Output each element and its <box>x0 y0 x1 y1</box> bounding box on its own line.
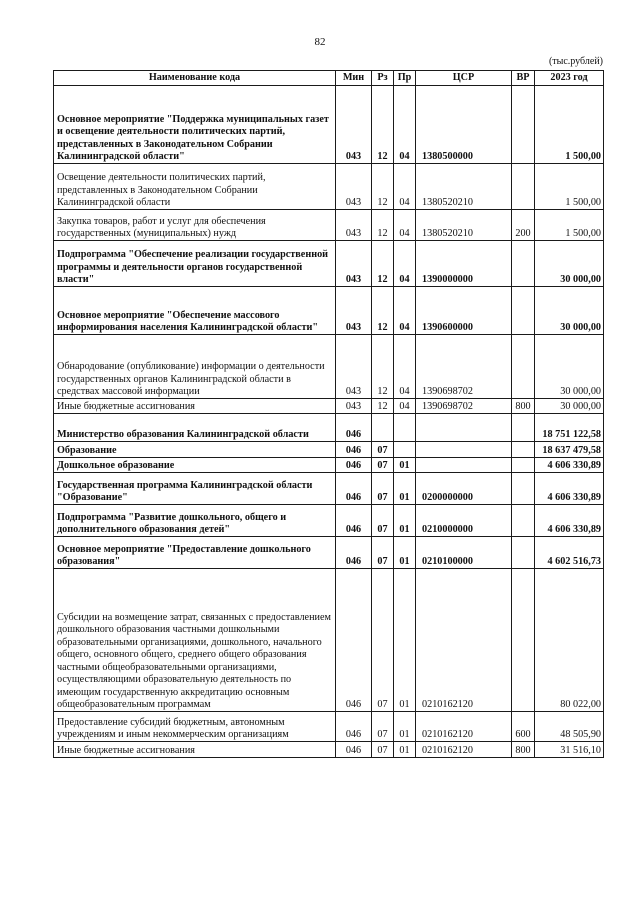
cell-amount: 48 505,90 <box>535 712 604 742</box>
table-row <box>54 399 604 414</box>
header-rz: Рз <box>372 71 394 86</box>
cell-vr <box>512 335 535 399</box>
cell-pr: 01 <box>394 473 416 505</box>
page-number: 82 <box>314 36 326 48</box>
cell-csr: 0210162120 <box>416 742 512 758</box>
cell-name: Основное мероприятие "Поддержка муниципальных газет и освещение деятельности политических партий, представленных в Законодательном Собрании Калининградской области" <box>54 86 336 164</box>
cell-amount: 4 606 330,89 <box>535 458 604 473</box>
cell-min: 046 <box>336 537 372 569</box>
header-csr: ЦСР <box>416 71 512 86</box>
cell-rz: 07 <box>372 442 394 458</box>
cell-min: 043 <box>336 399 372 414</box>
cell-name: Государственная программа Калининградской области "Образование" <box>54 473 336 505</box>
cell-min: 046 <box>336 442 372 458</box>
table-row <box>54 442 604 458</box>
cell-csr: 1380520210 <box>416 210 512 241</box>
cell-csr: 0200000000 <box>416 473 512 505</box>
cell-pr: 04 <box>394 399 416 414</box>
cell-vr <box>512 86 535 164</box>
cell-name: Закупка товаров, работ и услуг для обеспечения государственных (муниципальных) нужд <box>54 210 336 241</box>
cell-rz: 07 <box>372 505 394 537</box>
cell-pr <box>394 414 416 442</box>
cell-rz: 12 <box>372 210 394 241</box>
cell-min: 046 <box>336 569 372 712</box>
header-pr: Пр <box>394 71 416 86</box>
cell-amount: 18 637 479,58 <box>535 442 604 458</box>
cell-vr <box>512 241 535 287</box>
cell-vr <box>512 569 535 712</box>
cell-rz: 07 <box>372 569 394 712</box>
cell-csr: 1390600000 <box>416 287 512 335</box>
cell-pr: 04 <box>394 86 416 164</box>
cell-name: Предоставление субсидий бюджетным, автономным учреждениям и иным некоммерческим организациям <box>54 712 336 742</box>
cell-vr <box>512 164 535 210</box>
cell-pr: 04 <box>394 241 416 287</box>
cell-rz: 07 <box>372 712 394 742</box>
cell-amount: 4 602 516,73 <box>535 537 604 569</box>
cell-name: Подпрограмма "Обеспечение реализации государственной программы и деятельности органов государственной власти" <box>54 241 336 287</box>
cell-name: Основное мероприятие "Предоставление дошкольного образования" <box>54 537 336 569</box>
table-row <box>54 505 604 537</box>
cell-csr: 1380520210 <box>416 164 512 210</box>
cell-rz: 07 <box>372 742 394 758</box>
table-row <box>54 712 604 742</box>
cell-min: 046 <box>336 414 372 442</box>
cell-pr: 01 <box>394 712 416 742</box>
cell-min: 046 <box>336 473 372 505</box>
cell-vr <box>512 458 535 473</box>
cell-pr <box>394 442 416 458</box>
cell-min: 043 <box>336 287 372 335</box>
cell-vr <box>512 442 535 458</box>
cell-min: 043 <box>336 164 372 210</box>
cell-amount: 30 000,00 <box>535 399 604 414</box>
cell-vr <box>512 473 535 505</box>
cell-name: Иные бюджетные ассигнования <box>54 742 336 758</box>
cell-csr <box>416 458 512 473</box>
cell-pr: 01 <box>394 742 416 758</box>
cell-min: 046 <box>336 458 372 473</box>
table-row <box>54 473 604 505</box>
cell-name: Дошкольное образование <box>54 458 336 473</box>
header-vr: ВР <box>512 71 535 86</box>
cell-rz: 07 <box>372 473 394 505</box>
header-name: Наименование кода <box>54 71 336 86</box>
cell-amount: 1 500,00 <box>535 164 604 210</box>
header-year: 2023 год <box>535 71 604 86</box>
table-row <box>54 335 604 399</box>
cell-vr <box>512 505 535 537</box>
table-header-row <box>54 71 604 86</box>
cell-csr: 1380500000 <box>416 86 512 164</box>
cell-csr: 0210000000 <box>416 505 512 537</box>
cell-amount: 4 606 330,89 <box>535 505 604 537</box>
table-row <box>54 537 604 569</box>
cell-csr: 0210100000 <box>416 537 512 569</box>
table-row <box>54 458 604 473</box>
cell-amount: 80 022,00 <box>535 569 604 712</box>
cell-name: Освещение деятельности политических партий, представленных в Законодательном Собрании Калининградской области <box>54 164 336 210</box>
cell-csr <box>416 414 512 442</box>
cell-rz: 12 <box>372 287 394 335</box>
cell-name: Субсидии на возмещение затрат, связанных с предоставлением дошкольного образования частными дошкольными образовательными организациями, дошкольного, начального общего, основного общего, среднего общего образования частными общеобразовательными организациями, осуществляющими образовательную деятельность по имеющим государственную аккредитацию основным общеобразовательным программам <box>54 569 336 712</box>
cell-name: Обнародование (опубликование) информации о деятельности государственных органов Калининградской области в средствах массовой информации <box>54 335 336 399</box>
cell-amount: 4 606 330,89 <box>535 473 604 505</box>
cell-rz <box>372 414 394 442</box>
cell-min: 046 <box>336 712 372 742</box>
cell-amount: 1 500,00 <box>535 86 604 164</box>
cell-csr: 0210162120 <box>416 569 512 712</box>
table-row <box>54 742 604 758</box>
cell-name: Иные бюджетные ассигнования <box>54 399 336 414</box>
cell-vr: 600 <box>512 712 535 742</box>
cell-vr: 200 <box>512 210 535 241</box>
table-row <box>54 164 604 210</box>
cell-min: 046 <box>336 742 372 758</box>
cell-min: 043 <box>336 241 372 287</box>
cell-vr: 800 <box>512 742 535 758</box>
cell-pr: 01 <box>394 505 416 537</box>
cell-rz: 12 <box>372 335 394 399</box>
cell-min: 043 <box>336 86 372 164</box>
cell-pr: 01 <box>394 537 416 569</box>
cell-vr <box>512 287 535 335</box>
cell-csr: 1390698702 <box>416 335 512 399</box>
cell-vr <box>512 537 535 569</box>
cell-amount: 31 516,10 <box>535 742 604 758</box>
table-row <box>54 241 604 287</box>
cell-amount: 30 000,00 <box>535 287 604 335</box>
cell-pr: 01 <box>394 458 416 473</box>
cell-csr: 0210162120 <box>416 712 512 742</box>
cell-rz: 12 <box>372 164 394 210</box>
cell-amount: 30 000,00 <box>535 241 604 287</box>
table-row <box>54 569 604 712</box>
cell-amount: 1 500,00 <box>535 210 604 241</box>
table-row <box>54 210 604 241</box>
cell-csr <box>416 442 512 458</box>
cell-pr: 04 <box>394 335 416 399</box>
table-row <box>54 287 604 335</box>
cell-name: Основное мероприятие "Обеспечение массового информирования населения Калининградской области" <box>54 287 336 335</box>
table-row <box>54 414 604 442</box>
cell-min: 046 <box>336 505 372 537</box>
cell-pr: 04 <box>394 164 416 210</box>
header-min: Мин <box>336 71 372 86</box>
cell-pr: 01 <box>394 569 416 712</box>
cell-vr: 800 <box>512 399 535 414</box>
cell-rz: 12 <box>372 241 394 287</box>
cell-min: 043 <box>336 335 372 399</box>
table-row <box>54 86 604 164</box>
table-body <box>54 86 604 758</box>
cell-amount: 30 000,00 <box>535 335 604 399</box>
cell-name: Образование <box>54 442 336 458</box>
cell-amount: 18 751 122,58 <box>535 414 604 442</box>
cell-rz: 12 <box>372 399 394 414</box>
cell-pr: 04 <box>394 210 416 241</box>
units-label: (тыс.рублей) <box>548 56 603 67</box>
cell-csr: 1390000000 <box>416 241 512 287</box>
cell-name: Подпрограмма "Развитие дошкольного, общего и дополнительного образования детей" <box>54 505 336 537</box>
cell-name: Министерство образования Калининградской области <box>54 414 336 442</box>
cell-csr: 1390698702 <box>416 399 512 414</box>
cell-rz: 12 <box>372 86 394 164</box>
cell-rz: 07 <box>372 537 394 569</box>
cell-pr: 04 <box>394 287 416 335</box>
budget-table <box>53 70 604 758</box>
cell-vr <box>512 414 535 442</box>
cell-min: 043 <box>336 210 372 241</box>
cell-rz: 07 <box>372 458 394 473</box>
